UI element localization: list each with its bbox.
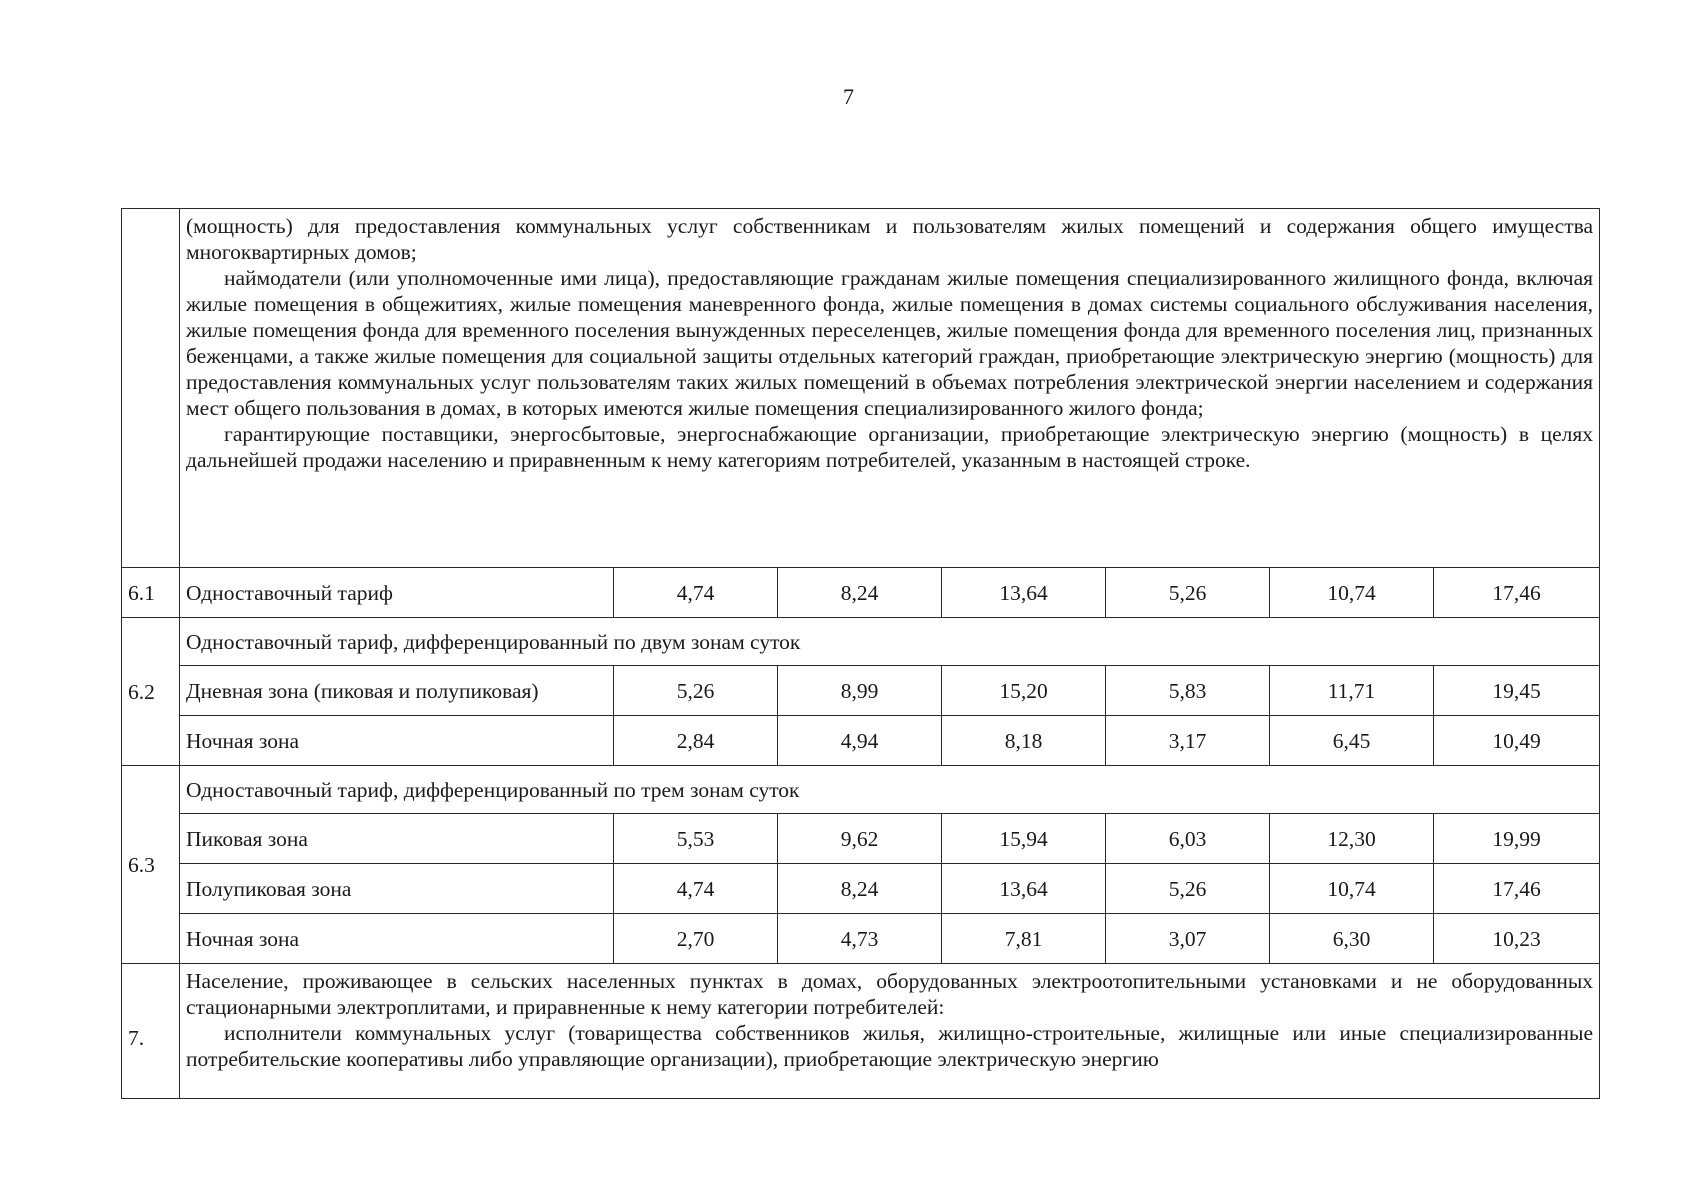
value-cell: 4,94 bbox=[778, 716, 942, 766]
value-cell: 5,26 bbox=[614, 666, 778, 716]
table-row-6-1 bbox=[122, 568, 1600, 618]
row-number-cell bbox=[122, 209, 180, 568]
value-cell: 11,71 bbox=[1270, 666, 1434, 716]
value-cell: 7,81 bbox=[942, 914, 1106, 964]
value-cell: 9,62 bbox=[778, 814, 942, 864]
row-label: Пиковая зона bbox=[180, 814, 614, 864]
value-cell: 15,20 bbox=[942, 666, 1106, 716]
paragraph: (мощность) для предоставления коммунальных услуг собственникам и пользователям жилых помещений и содержания общего имущества многоквартирных домов; bbox=[186, 214, 1594, 264]
row-label: Дневная зона (пиковая и полупиковая) bbox=[180, 666, 614, 716]
section-7-continuation-row bbox=[122, 209, 1600, 568]
value-cell: 3,17 bbox=[1106, 716, 1270, 766]
row-title: Одноставочный тариф, дифференцированный по трем зонам суток bbox=[180, 766, 1600, 814]
value-cell: 4,74 bbox=[614, 568, 778, 618]
value-cell: 5,26 bbox=[1106, 568, 1270, 618]
value-cell: 5,53 bbox=[614, 814, 778, 864]
value-cell: 19,99 bbox=[1434, 814, 1600, 864]
row-title: Одноставочный тариф, дифференцированный по двум зонам суток bbox=[180, 618, 1600, 666]
table-row-peak-zone bbox=[122, 814, 1600, 864]
table-row-6-3-title bbox=[122, 766, 1600, 814]
value-cell: 12,30 bbox=[1270, 814, 1434, 864]
tariff-table bbox=[121, 208, 1600, 1099]
row-label: Ночная зона bbox=[180, 716, 614, 766]
table-row-6-2-title bbox=[122, 618, 1600, 666]
section-7-description bbox=[180, 964, 1600, 1099]
value-cell: 15,94 bbox=[942, 814, 1106, 864]
value-cell: 4,73 bbox=[778, 914, 942, 964]
value-cell: 8,99 bbox=[778, 666, 942, 716]
value-cell: 8,24 bbox=[778, 864, 942, 914]
value-cell: 17,46 bbox=[1434, 568, 1600, 618]
value-cell: 5,26 bbox=[1106, 864, 1270, 914]
table-row-night-zone bbox=[122, 716, 1600, 766]
value-cell: 10,74 bbox=[1270, 568, 1434, 618]
value-cell: 10,74 bbox=[1270, 864, 1434, 914]
row-number: 6.1 bbox=[122, 568, 180, 618]
paragraph: гарантирующие поставщики, энергосбытовые, энергоснабжающие организации, приобретающие электрическую энергию (мощность) в целях дальнейшей продажи населению и приравненным к нему категориям потребителей, указанным в настоящей строке. bbox=[186, 422, 1594, 472]
value-cell: 13,64 bbox=[942, 864, 1106, 914]
table-row-night-zone bbox=[122, 914, 1600, 964]
value-cell: 4,74 bbox=[614, 864, 778, 914]
table-row-7 bbox=[122, 964, 1600, 1099]
table-row-day-zone bbox=[122, 666, 1600, 716]
row-label: Одноставочный тариф bbox=[180, 568, 614, 618]
value-cell: 17,46 bbox=[1434, 864, 1600, 914]
value-cell: 6,30 bbox=[1270, 914, 1434, 964]
row-number: 6.3 bbox=[122, 766, 180, 964]
value-cell: 13,64 bbox=[942, 568, 1106, 618]
value-cell: 3,07 bbox=[1106, 914, 1270, 964]
page-number: 7 bbox=[843, 84, 854, 109]
value-cell: 10,23 bbox=[1434, 914, 1600, 964]
paragraph: наймодатели (или уполномоченные ими лица), предоставляющие гражданам жилые помещения специализированного жилищного фонда, включая жилые помещения в общежитиях, жилые помещения маневренного фонда, жилые помещения в домах системы социального обслуживания населения, жилые помещения фонда для временного поселения вынужденных переселенцев, жилые помещения фонда для временного поселения лиц, признанных беженцами, а также жилые помещения для социальной защиты отдельных категорий граждан, приобретающие электрическую энергию (мощность) для предоставления коммунальных услуг пользователям таких жилых помещений в объемах потребления электрической энергии населением и содержания мест общего пользования в домах, в которых имеются жилые помещения специализированного жилого фонда; bbox=[186, 266, 1594, 420]
value-cell: 8,18 bbox=[942, 716, 1106, 766]
paragraph: исполнители коммунальных услуг (товарищества собственников жилья, жилищно-строительные, жилищные или иные специализированные потребительские кооперативы либо управляющие организации), приобретающие электрическую энергию bbox=[186, 1021, 1594, 1071]
row-label: Полупиковая зона bbox=[180, 864, 614, 914]
row-number: 7. bbox=[122, 964, 180, 1099]
row-label: Ночная зона bbox=[180, 914, 614, 964]
value-cell: 6,45 bbox=[1270, 716, 1434, 766]
table-row-semipeak-zone bbox=[122, 864, 1600, 914]
value-cell: 2,70 bbox=[614, 914, 778, 964]
value-cell: 6,03 bbox=[1106, 814, 1270, 864]
value-cell: 5,83 bbox=[1106, 666, 1270, 716]
paragraph: Население, проживающее в сельских населенных пунктах в домах, оборудованных электроотопительными установками и не оборудованных стационарными электроплитами, и приравненные к нему категории потребителей: bbox=[186, 969, 1594, 1019]
value-cell: 19,45 bbox=[1434, 666, 1600, 716]
value-cell: 2,84 bbox=[614, 716, 778, 766]
row-number: 6.2 bbox=[122, 618, 180, 766]
section-7-description bbox=[180, 209, 1600, 568]
value-cell: 8,24 bbox=[778, 568, 942, 618]
value-cell: 10,49 bbox=[1434, 716, 1600, 766]
